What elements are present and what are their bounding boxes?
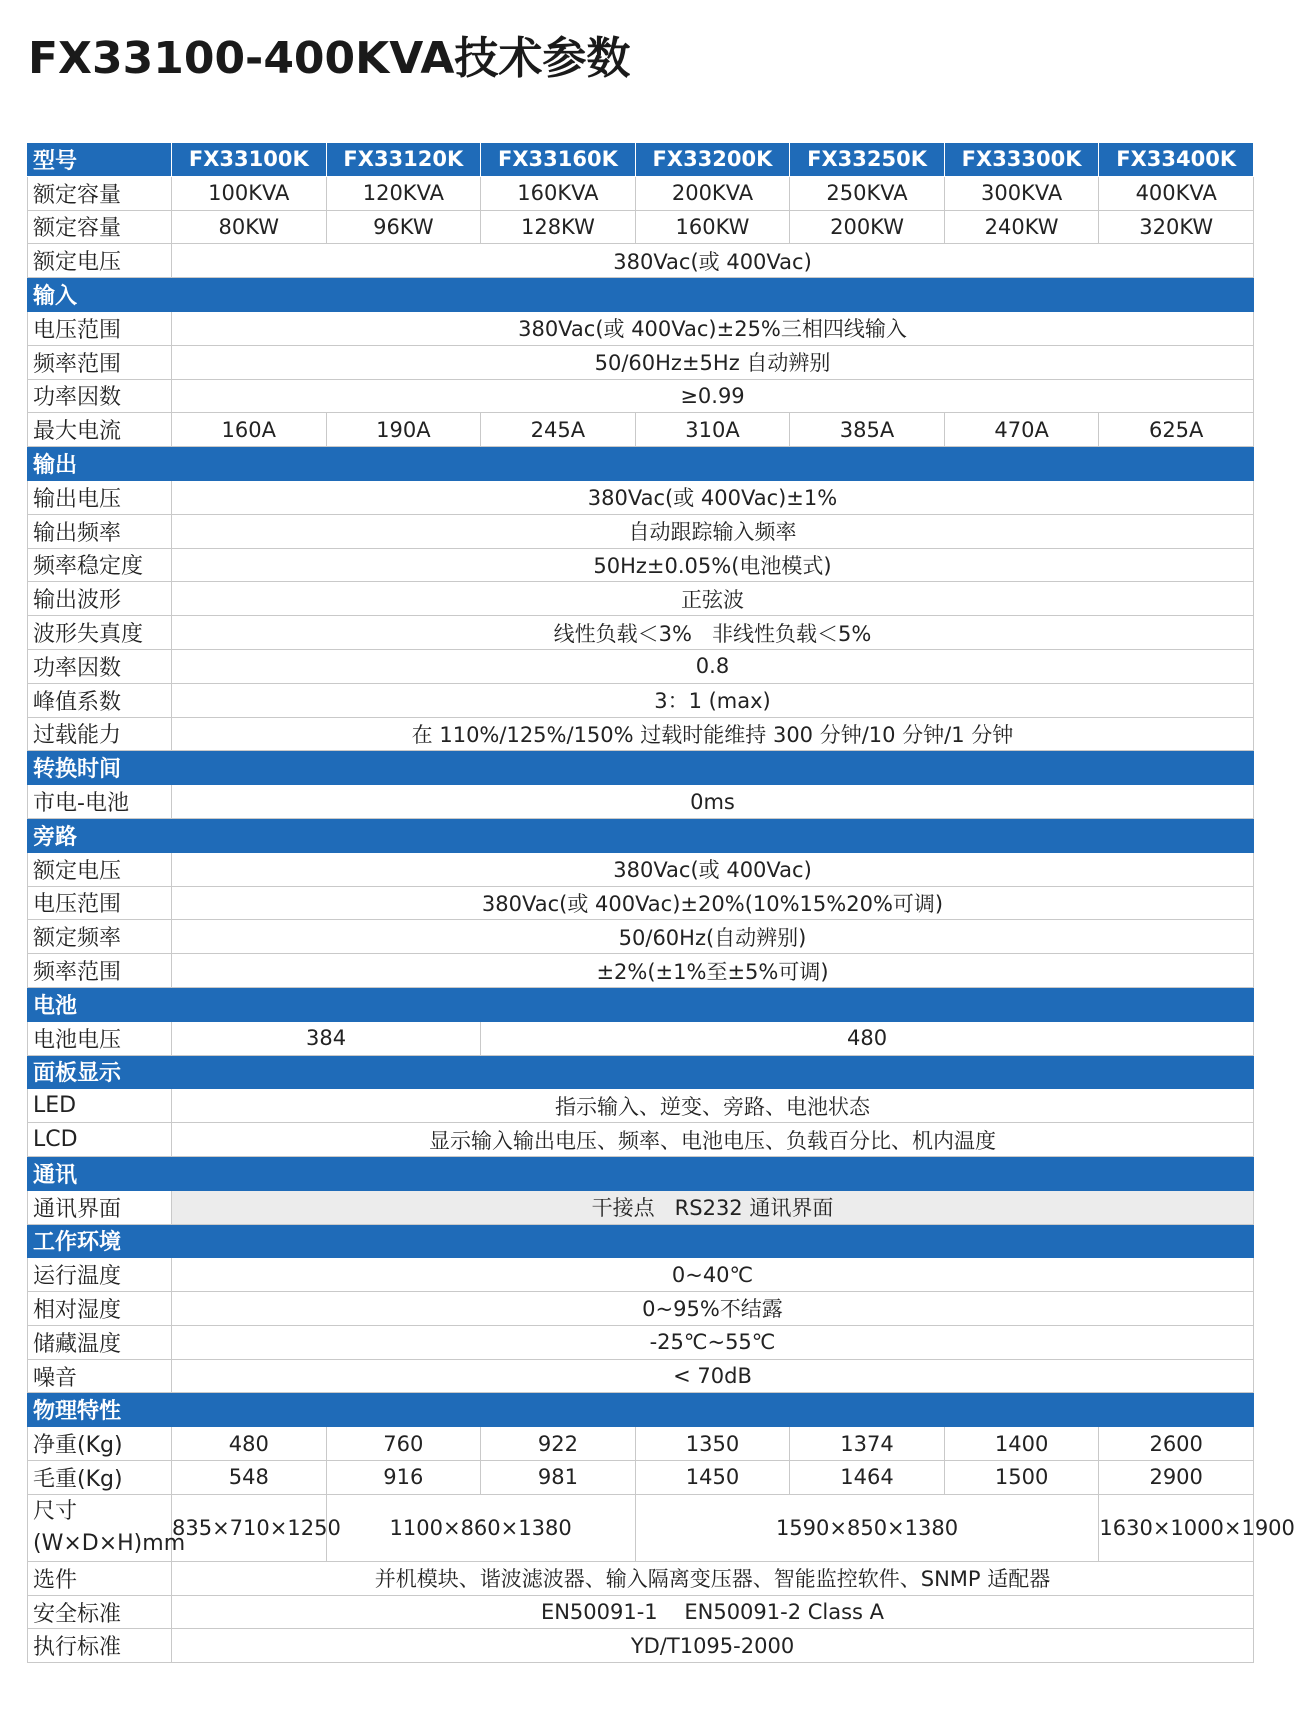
table-row xyxy=(28,683,1254,717)
table-cell: 1350 xyxy=(635,1427,790,1461)
table-row xyxy=(28,1629,1254,1663)
section-header xyxy=(28,1224,1254,1258)
table-cell: 指示输入、逆变、旁路、电池状态 xyxy=(172,1089,1254,1123)
row-label: 频率稳定度 xyxy=(28,548,172,582)
table-row xyxy=(28,1190,1254,1224)
table-cell: 1100×860×1380 xyxy=(326,1494,635,1561)
table-cell: 480 xyxy=(481,1021,1254,1055)
table-cell: 916 xyxy=(326,1461,481,1495)
table-cell: 160KW xyxy=(635,210,790,244)
table-cell: ≥0.99 xyxy=(172,379,1254,413)
row-label: 过载能力 xyxy=(28,717,172,751)
table-row xyxy=(28,1427,1254,1461)
model-header: FX33400K xyxy=(1099,143,1254,177)
table-cell: 470A xyxy=(944,413,1099,447)
table-cell: 0ms xyxy=(172,785,1254,819)
table-cell: 250KVA xyxy=(790,176,945,210)
table-cell: 380Vac(或 400Vac)±1% xyxy=(172,480,1254,514)
table-cell: 160KVA xyxy=(481,176,636,210)
section-header xyxy=(28,278,1254,312)
table-cell: 310A xyxy=(635,413,790,447)
table-row xyxy=(28,717,1254,751)
row-label: 功率因数 xyxy=(28,649,172,683)
row-label: LED xyxy=(28,1089,172,1123)
table-row xyxy=(28,1461,1254,1495)
row-label: 电压范围 xyxy=(28,311,172,345)
table-cell: 160A xyxy=(172,413,327,447)
table-row xyxy=(28,1123,1254,1157)
table-cell: 835×710×1250 xyxy=(172,1494,327,1561)
section-title-panel: 面板显示 xyxy=(28,1055,1254,1089)
model-header: FX33200K xyxy=(635,143,790,177)
table-cell: 0.8 xyxy=(172,649,1254,683)
table-cell: 385A xyxy=(790,413,945,447)
table-cell: ±2%(±1%至±5%可调) xyxy=(172,954,1254,988)
table-row xyxy=(28,345,1254,379)
row-label: 储藏温度 xyxy=(28,1325,172,1359)
table-cell: 50Hz±0.05%(电池模式) xyxy=(172,548,1254,582)
section-title-physical: 物理特性 xyxy=(28,1393,1254,1427)
table-cell: < 70dB xyxy=(172,1359,1254,1393)
table-cell: 240KW xyxy=(944,210,1099,244)
section-header xyxy=(28,1156,1254,1190)
table-cell: 625A xyxy=(1099,413,1254,447)
section-title-output: 输出 xyxy=(28,447,1254,481)
table-cell: 480 xyxy=(172,1427,327,1461)
table-cell: -25℃~55℃ xyxy=(172,1325,1254,1359)
table-row xyxy=(28,616,1254,650)
table-row xyxy=(28,514,1254,548)
row-label: 通讯界面 xyxy=(28,1190,172,1224)
section-header xyxy=(28,447,1254,481)
table-row xyxy=(28,1021,1254,1055)
table-row xyxy=(28,311,1254,345)
table-cell: 548 xyxy=(172,1461,327,1495)
table-row xyxy=(28,1325,1254,1359)
table-cell: EN50091-1 EN50091-2 Class A xyxy=(172,1595,1254,1629)
table-cell: YD/T1095-2000 xyxy=(172,1629,1254,1663)
section-title-comm: 通讯 xyxy=(28,1156,1254,1190)
table-cell: 自动跟踪输入频率 xyxy=(172,514,1254,548)
model-header: FX33250K xyxy=(790,143,945,177)
table-cell: 380Vac(或 400Vac) xyxy=(172,244,1254,278)
table-row xyxy=(28,1561,1254,1595)
table-cell: 922 xyxy=(481,1427,636,1461)
table-cell: 0~40℃ xyxy=(172,1258,1254,1292)
section-title-input: 输入 xyxy=(28,278,1254,312)
table-cell: 128KW xyxy=(481,210,636,244)
table-cell: 1400 xyxy=(944,1427,1099,1461)
model-header: FX33300K xyxy=(944,143,1099,177)
table-row xyxy=(28,176,1254,210)
row-label: 运行温度 xyxy=(28,1258,172,1292)
table-cell: 50/60Hz(自动辨别) xyxy=(172,920,1254,954)
section-title-battery: 电池 xyxy=(28,987,1254,1021)
section-header xyxy=(28,1055,1254,1089)
row-label: 净重(Kg) xyxy=(28,1427,172,1461)
table-row xyxy=(28,1595,1254,1629)
table-cell: 380Vac(或 400Vac)±25%三相四线输入 xyxy=(172,311,1254,345)
table-cell: 100KVA xyxy=(172,176,327,210)
model-header: FX33120K xyxy=(326,143,481,177)
table-row xyxy=(28,413,1254,447)
table-row xyxy=(28,1089,1254,1123)
row-label: 输出频率 xyxy=(28,514,172,548)
table-row xyxy=(28,954,1254,988)
row-label: 毛重(Kg) xyxy=(28,1461,172,1495)
row-label: 输出波形 xyxy=(28,582,172,616)
row-label: 波形失真度 xyxy=(28,616,172,650)
table-cell: 显示输入输出电压、频率、电池电压、负载百分比、机内温度 xyxy=(172,1123,1254,1157)
row-label: 安全标准 xyxy=(28,1595,172,1629)
table-row xyxy=(28,1494,1254,1561)
section-header xyxy=(28,987,1254,1021)
table-cell: 在 110%/125%/150% 过载时能维持 300 分钟/10 分钟/1 分钟 xyxy=(172,717,1254,751)
table-row xyxy=(28,379,1254,413)
table-row xyxy=(28,1292,1254,1326)
table-row xyxy=(28,244,1254,278)
row-label: 输出电压 xyxy=(28,480,172,514)
section-header xyxy=(28,818,1254,852)
table-cell: 1500 xyxy=(944,1461,1099,1495)
row-label: 市电-电池 xyxy=(28,785,172,819)
row-label: 额定容量 xyxy=(28,176,172,210)
row-label: 电池电压 xyxy=(28,1021,172,1055)
row-label: 额定电压 xyxy=(28,852,172,886)
table-row xyxy=(28,480,1254,514)
row-label: 电压范围 xyxy=(28,886,172,920)
section-header xyxy=(28,751,1254,785)
table-cell: 1590×850×1380 xyxy=(635,1494,1099,1561)
row-label: 功率因数 xyxy=(28,379,172,413)
table-row xyxy=(28,548,1254,582)
table-row xyxy=(28,1359,1254,1393)
row-label: 额定容量 xyxy=(28,210,172,244)
table-cell: 380Vac(或 400Vac) xyxy=(172,852,1254,886)
table-cell: 384 xyxy=(172,1021,481,1055)
table-cell: 400KVA xyxy=(1099,176,1254,210)
table-row xyxy=(28,886,1254,920)
row-label: 峰值系数 xyxy=(28,683,172,717)
table-cell: 50/60Hz±5Hz 自动辨别 xyxy=(172,345,1254,379)
page-title: FX33100-400KVA技术参数 xyxy=(28,33,631,84)
row-label: 噪音 xyxy=(28,1359,172,1393)
table-row xyxy=(28,852,1254,886)
row-label: 选件 xyxy=(28,1561,172,1595)
table-row xyxy=(28,649,1254,683)
table-cell: 0~95%不结露 xyxy=(172,1292,1254,1326)
table-header-row xyxy=(28,143,1254,177)
row-label: 最大电流 xyxy=(28,413,172,447)
row-label: 频率范围 xyxy=(28,954,172,988)
header-label: 型号 xyxy=(28,143,172,177)
row-label: 额定频率 xyxy=(28,920,172,954)
table-cell: 320KW xyxy=(1099,210,1254,244)
table-cell: 760 xyxy=(326,1427,481,1461)
table-cell: 2900 xyxy=(1099,1461,1254,1495)
table-cell: 200KW xyxy=(790,210,945,244)
table-cell: 380Vac(或 400Vac)±20%(10%15%20%可调) xyxy=(172,886,1254,920)
table-cell: 96KW xyxy=(326,210,481,244)
table-cell: 2600 xyxy=(1099,1427,1254,1461)
table-cell: 80KW xyxy=(172,210,327,244)
table-cell: 线性负载＜3% 非线性负载＜5% xyxy=(172,616,1254,650)
table-cell: 1464 xyxy=(790,1461,945,1495)
table-cell: 3：1 (max) xyxy=(172,683,1254,717)
table-cell: 1630×1000×1900 xyxy=(1099,1494,1254,1561)
section-title-bypass: 旁路 xyxy=(28,818,1254,852)
row-label: 执行标准 xyxy=(28,1629,172,1663)
section-header xyxy=(28,1393,1254,1427)
row-label: 相对湿度 xyxy=(28,1292,172,1326)
row-label: 频率范围 xyxy=(28,345,172,379)
table-row xyxy=(28,920,1254,954)
table-row xyxy=(28,210,1254,244)
model-header: FX33100K xyxy=(172,143,327,177)
spec-table xyxy=(27,142,1295,1663)
table-cell: 245A xyxy=(481,413,636,447)
table-cell: 200KVA xyxy=(635,176,790,210)
table-cell: 并机模块、谐波滤波器、输入隔离变压器、智能监控软件、SNMP 适配器 xyxy=(172,1561,1254,1595)
row-label: 尺寸(W×D×H)mm xyxy=(28,1494,172,1561)
section-title-transfer: 转换时间 xyxy=(28,751,1254,785)
table-row xyxy=(28,582,1254,616)
row-label: LCD xyxy=(28,1123,172,1157)
table-cell: 300KVA xyxy=(944,176,1099,210)
table-cell: 1374 xyxy=(790,1427,945,1461)
table-cell: 1450 xyxy=(635,1461,790,1495)
section-title-env: 工作环境 xyxy=(28,1224,1254,1258)
table-row xyxy=(28,1258,1254,1292)
model-header: FX33160K xyxy=(481,143,636,177)
table-cell: 正弦波 xyxy=(172,582,1254,616)
table-cell: 981 xyxy=(481,1461,636,1495)
table-cell: 120KVA xyxy=(326,176,481,210)
table-row xyxy=(28,785,1254,819)
table-cell: 干接点 RS232 通讯界面 xyxy=(172,1190,1254,1224)
row-label: 额定电压 xyxy=(28,244,172,278)
table-cell: 190A xyxy=(326,413,481,447)
